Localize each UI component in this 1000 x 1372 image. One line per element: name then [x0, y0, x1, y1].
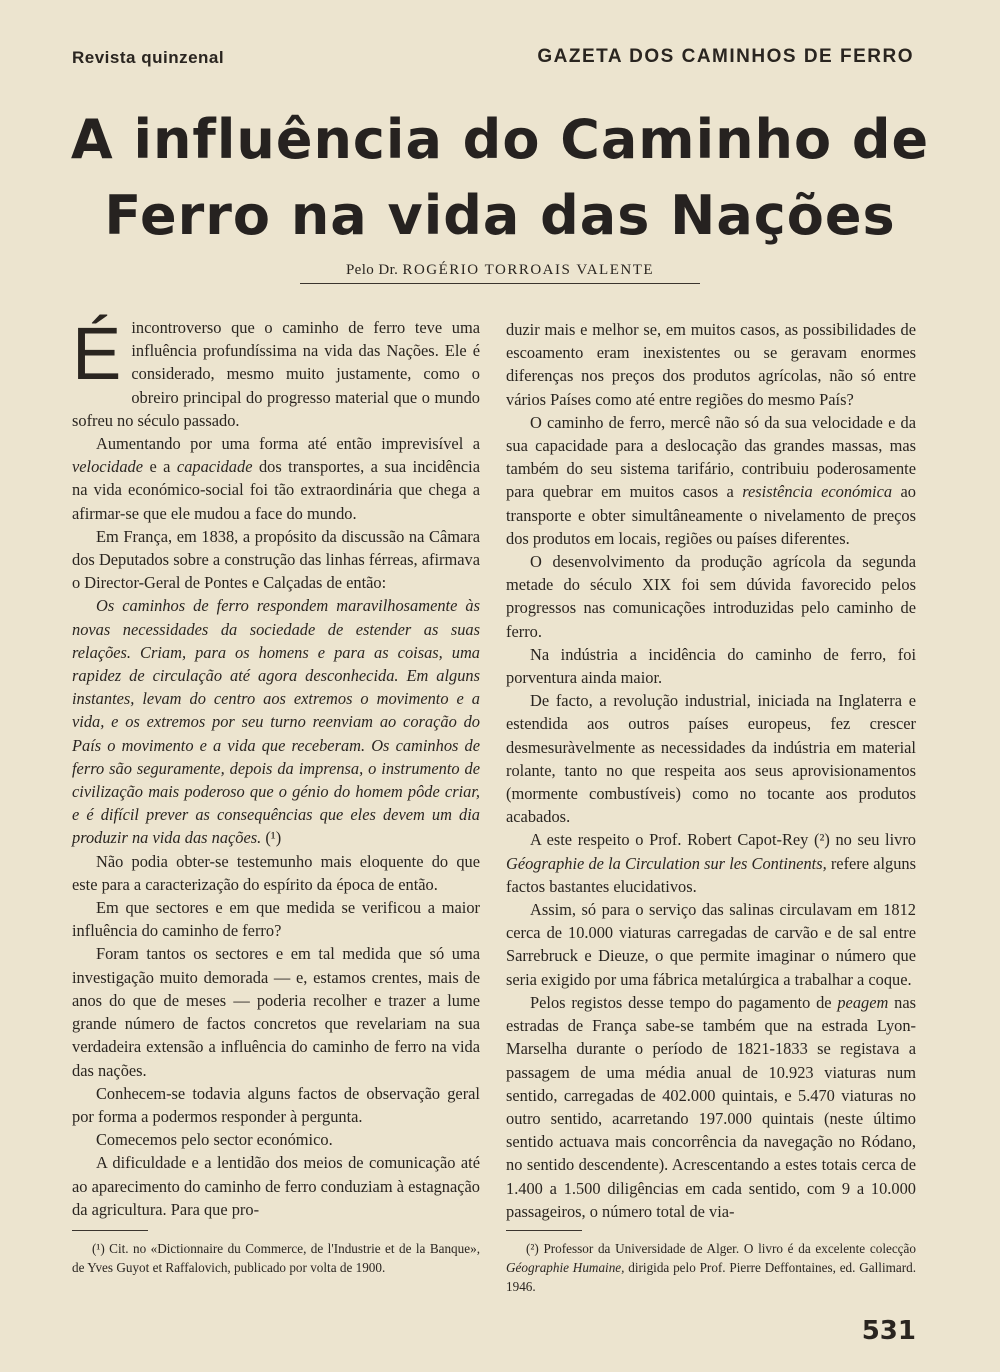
byline-underline: [300, 283, 700, 284]
paragraph: Aumentando por uma forma até então imprevisível a velocidade e a capacidade dos transportes, a sua incidência na vida económico-social foi tão extraordinária que chega a afirmar-se que ele mudou a face do mundo.: [72, 434, 481, 523]
header-magazine-title: GAZETA DOS CAMINHOS DE FERRO: [537, 46, 914, 67]
footnote-2: (²) Professor da Universidade de Alger. O livro é da excelente colecção Géographie Humaine, dirigida pelo Prof. Pierre Deffontaines, ed. Gallimard. 1946.: [506, 1241, 917, 1294]
article-byline: [280, 262, 720, 279]
quotation: Os caminhos de ferro respondem maravilhosamente às novas necessidades da sociedade de estender as suas relações. Criam, para os homens e para as coisas, uma rapidez de circulação até agora desconhecida. Em alguns instantes, levam do centro aos extremos o movimento e a vida, e os extremos por seu turno reenviam ao coração do País o movimento e a vida que receberam. Os caminhos de ferro são seguramente, depois da imprensa, o instrumento de civilização mais poderoso que o génio do homem pôde criar, e é difícil prever as consequências que eles devem um dia produzir na vida das nações. (¹): [72, 596, 480, 848]
paragraph: Éincontroverso que o caminho de ferro teve uma influência profundíssima na vida das Nações. Ele é considerado, mesmo muito justamente, como o obreiro principal do progresso material que o mundo sofreu no século passado.: [72, 312, 480, 430]
paragraph: A este respeito o Prof. Robert Capot-Rey (²) no seu livro Géographie de la Circulation sur les Continents, refere alguns factos bastantes elucidativos.: [506, 830, 916, 896]
drop-cap: É: [72, 312, 122, 395]
paragraph: Assim, só para o serviço das salinas circulavam em 1812 cerca de 10.000 viaturas carregadas de carvão e de sal entre Sarrebruck e Dieuze, o que permite imaginar o número que seria exigido por uma fábrica metalúrgica a trabalhar a coque.: [506, 900, 916, 989]
article-title-line-1: A influência do Caminho de: [70, 108, 930, 171]
paragraph: Conhecem-se todavia alguns factos de observação geral por forma a podermos responder à pergunta.: [72, 1083, 480, 1126]
byline-author: ROGÉRIO TORROAIS VALENTE: [402, 262, 655, 278]
header-periodicity: Revista quinzenal: [72, 48, 225, 67]
paragraph: O desenvolvimento da produção agrícola da segunda metade do século XIX foi sem dúvida favorecido pelos progressos nas comunicações introduzidas pelo caminho de ferro.: [506, 552, 916, 641]
article-title-line-2: Ferro na vida das Nações: [104, 184, 896, 247]
paragraph: Em que sectores e em que medida se verificou a maior influência do caminho de ferro?: [72, 898, 480, 941]
footnote-rule-right: [506, 1230, 582, 1231]
footnote-rule-left: [72, 1230, 148, 1231]
article-title: [60, 102, 940, 254]
paragraph: Foram tantos os sectores e em tal medida que só uma investigação muito demorada — e, estamos crentes, mais de anos do que de meses — poderia recolher e trazer a lume grande número de factos concretos que revelariam na sua verdadeira extensão a influência do caminho de ferro na vida das nações.: [72, 944, 480, 1080]
byline-prefix: Pelo Dr.: [345, 262, 399, 278]
paragraph: O caminho de ferro, mercê não só da sua velocidade e da sua capacidade para a deslocação das grandes massas, mas também do seu sistema tarifário, contribuiu poderosamente para quebrar em muitos casos a resistência económica ao transporte e obter simultâneamente o nivelamento de preços dos produtos em locais, regiões ou países diferentes.: [506, 412, 916, 548]
paragraph: Em França, em 1838, a propósito da discussão na Câmara dos Deputados sobre a construção das linhas férreas, afirmava o Director-Geral de Pontes e Calçadas de então:: [72, 526, 480, 593]
paragraph: Não podia obter-se testemunho mais eloquente do que este para a caracterização do espírito da época de então.: [72, 851, 480, 894]
paragraph: Comecemos pelo sector económico.: [96, 1130, 333, 1150]
left-column: [72, 312, 481, 1221]
page-number: 531: [861, 1316, 916, 1346]
footnote-1: (¹) Cit. no «Dictionnaire du Commerce, de l'Industrie et de la Banque», de Yves Guyot et Raffalovich, publicado por volta de 1900.: [72, 1241, 480, 1275]
paragraph: De facto, a revolução industrial, iniciada na Inglaterra e estendida aos outros países europeus, fez crescer desmesuràvelmente as necessidades da indústria em material rolante, tanto no que respeita aos seus aprovisionamentos (mormente combustíveis) como no tocante aos produtos acabados.: [506, 691, 916, 827]
right-column: [506, 318, 916, 1223]
footnote-ref: (¹): [261, 828, 282, 848]
paragraph: duzir mais e melhor se, em muitos casos, as possibilidades de escoamento eram inexistentes ou se geravam enormes diferenças nos preços dos produtos agrícolas, não só entre vários Países como até entre regiões do mesmo País?: [506, 320, 916, 409]
paragraph: Pelos registos desse tempo do pagamento de peagem nas estradas de França sabe-se também que na estrada Lyon-Marselha durante o período de 1821-1833 se registava a passagem de uma média anual de 10.923 viaturas num sentido, carregadas de 402.000 quintais, e 5.470 viaturas no outro sentido, acarretando 197.000 quintais (neste último sentido actuava mais concorrência da navegação no Ródano, no sentido descendente). Acrescentando a estes totais cerca de 1.400 a 1.500 diligências em cada sentido, com 9 a 10.000 passageiros, o número total de via-: [506, 992, 916, 1221]
paragraph: Na indústria a incidência do caminho de ferro, foi porventura ainda maior.: [506, 644, 916, 688]
paragraph: A dificuldade e a lentidão dos meios de comunicação até ao aparecimento do caminho de ferro conduziam à estagnação da agricultura. Para que pro-: [72, 1153, 480, 1219]
